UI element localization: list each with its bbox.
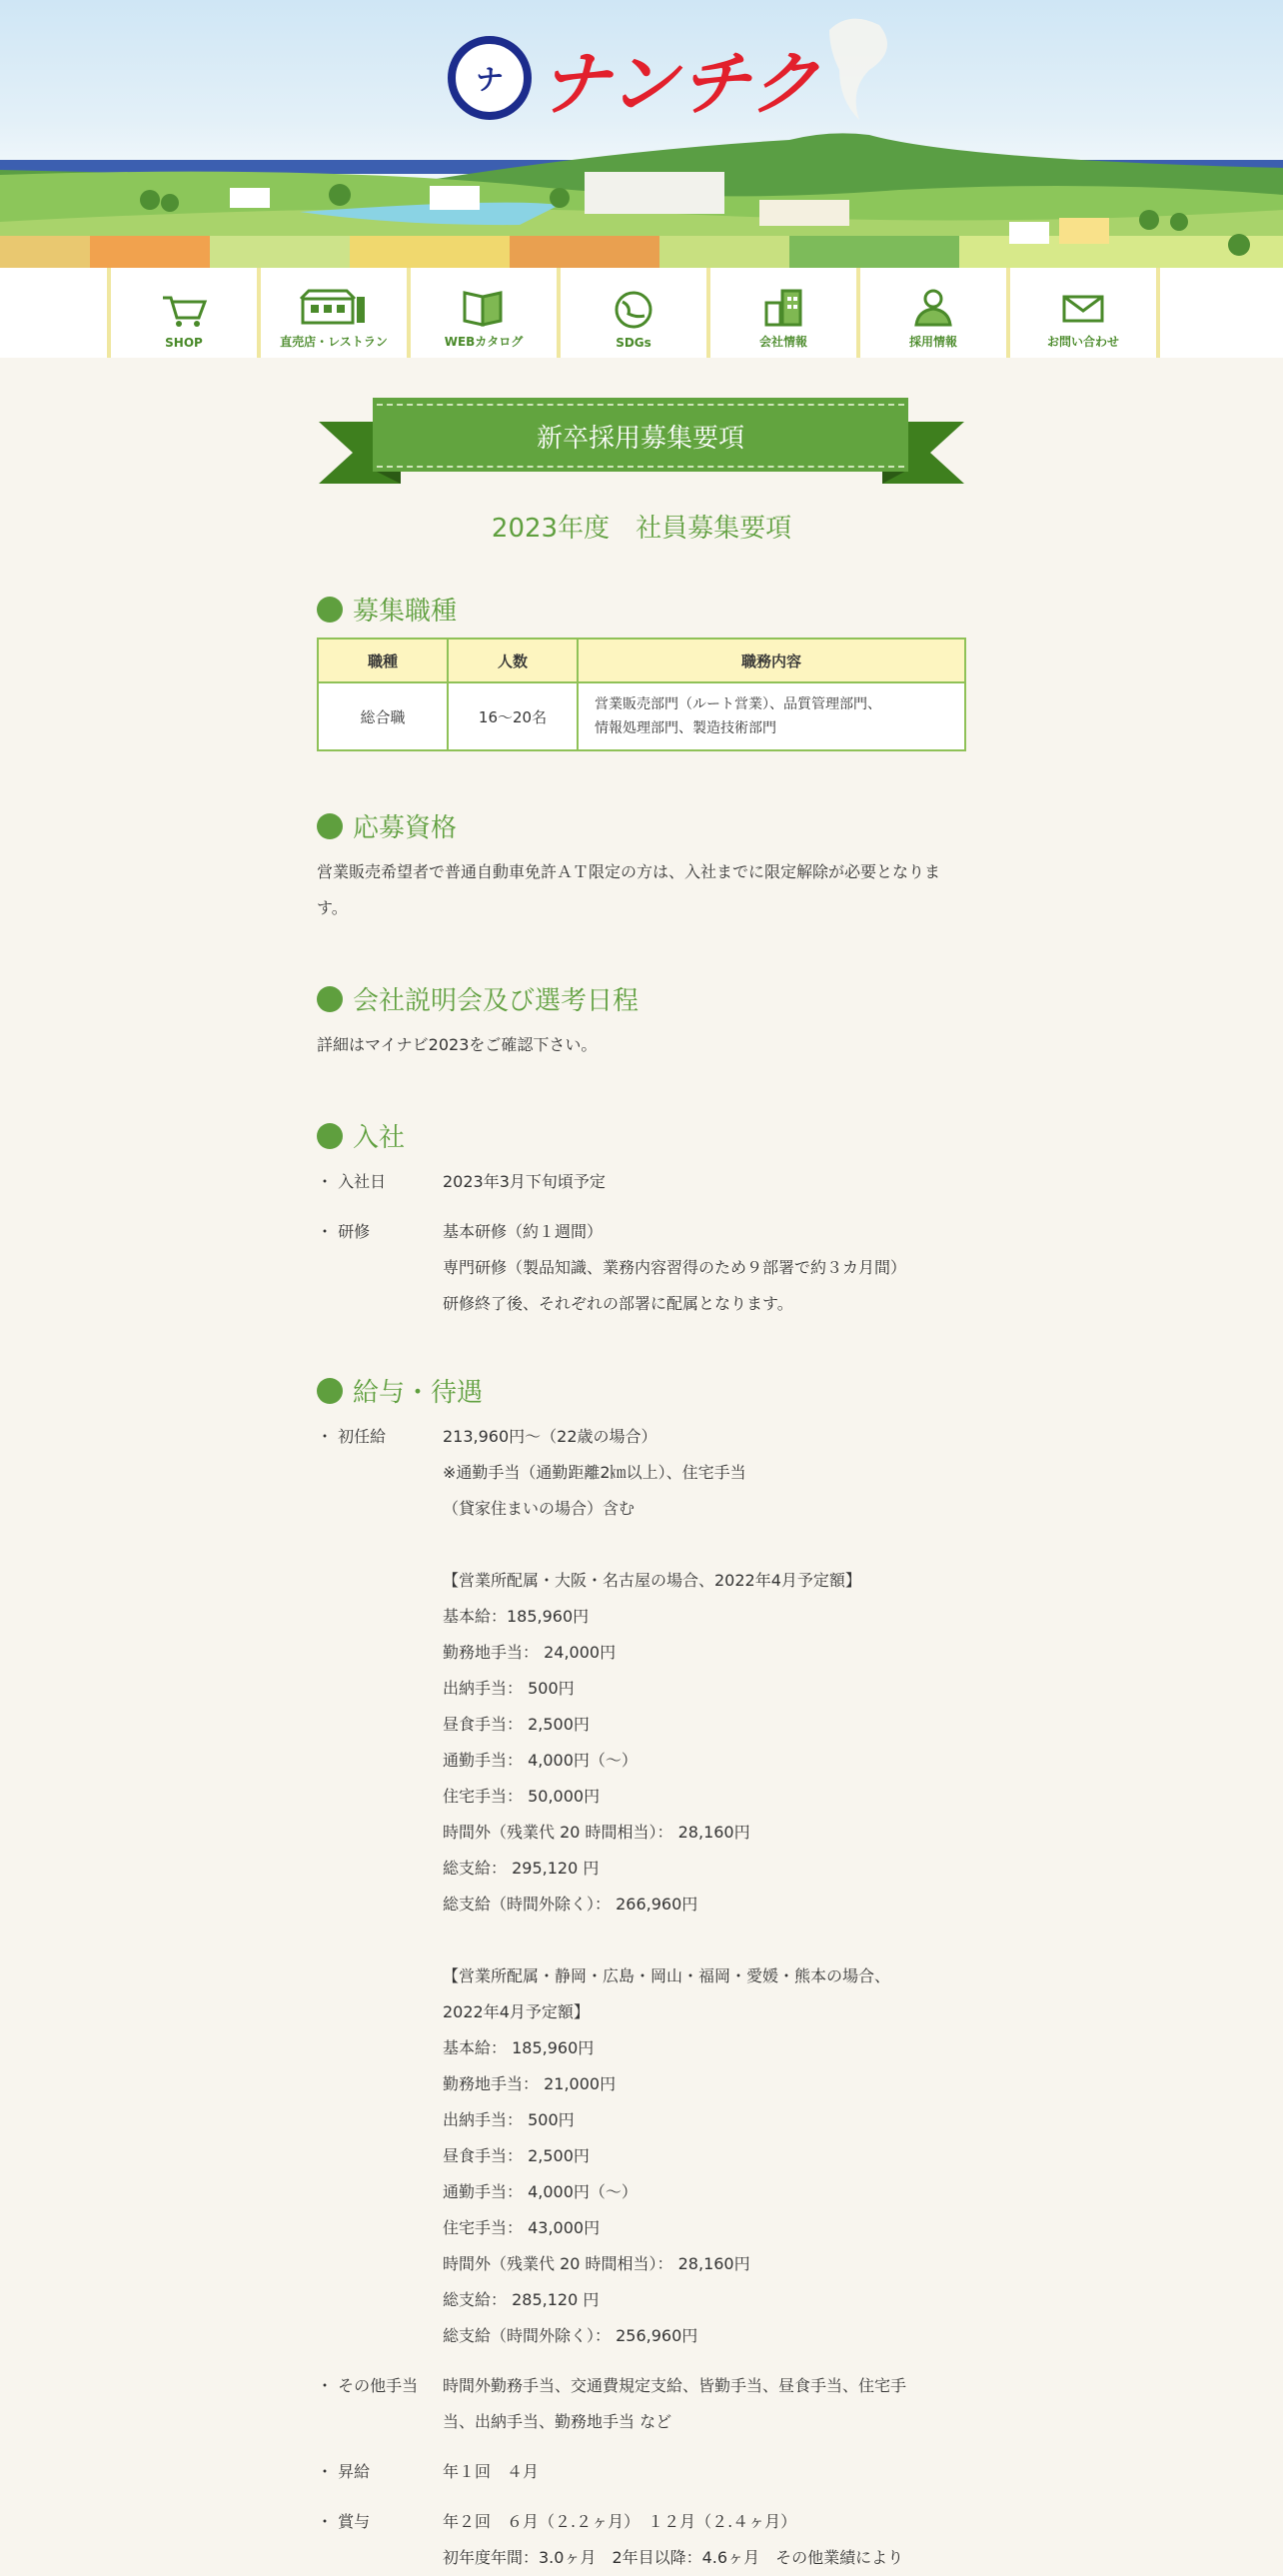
cart-icon: [159, 290, 209, 330]
salary-line: ※通勤手当（通勤距離2㎞以上）、住宅手当: [443, 1463, 746, 1482]
nav-spacer: [7, 268, 107, 358]
main-content: [317, 358, 966, 2576]
page-title: 新卒採用募集要項: [536, 423, 744, 454]
title-ribbon: [317, 398, 966, 488]
column-header: 職務内容: [578, 639, 965, 682]
list-item: [317, 2504, 966, 2576]
salary-line: 通勤手当： 4,000円（～）: [443, 2182, 638, 2201]
salary-line: 昼食手当： 2,500円: [443, 1715, 590, 1734]
column-header: 人数: [448, 639, 578, 682]
nav-label: 採用情報: [908, 335, 957, 349]
salary-line: 出納手当： 500円: [443, 2110, 575, 2129]
salary-line: 2022年4月予定額】: [443, 2002, 590, 2021]
salary-line: 【営業所配属・静岡・広島・岡山・福岡・愛媛・熊本の場合、: [443, 1966, 891, 1985]
salary-line: 時間外（残業代 20 時間相当）： 28,160円: [443, 1823, 750, 1842]
salary-line: 住宅手当： 50,000円: [443, 1787, 601, 1806]
bullet-dot-icon: [317, 1378, 343, 1404]
bullet-dot-icon: [317, 986, 343, 1012]
logo-text: ナンチク: [540, 42, 821, 125]
salary-line: 出納手当： 500円: [443, 1679, 575, 1698]
nav-label: 直売店・レストラン: [280, 335, 388, 349]
bullet-dot-icon: [317, 813, 343, 839]
list-item: [317, 1164, 966, 1200]
item-value: [443, 1419, 966, 2354]
section-heading-schedule: 会社説明会及び選考日程: [317, 980, 966, 1017]
nav-item-sdgs[interactable]: [557, 268, 706, 358]
blank-line: [443, 1923, 966, 1958]
list-item: [317, 2368, 966, 2440]
nav-label: SDGs: [616, 336, 651, 350]
logo-mark: ナ: [448, 36, 532, 120]
nav-label: お問い合わせ: [1046, 335, 1119, 349]
item-key: ・ 研修: [317, 1222, 371, 1241]
salary-line: 勤務地手当： 24,000円: [443, 1643, 617, 1662]
item-value: 2023年3月下旬頃予定: [443, 1172, 606, 1191]
nav-item-contact[interactable]: [1006, 268, 1156, 358]
nav-spacer: [1156, 268, 1264, 358]
column-header: 職種: [318, 639, 448, 682]
table-cell: 総合職: [318, 682, 448, 750]
nav-item-catalog[interactable]: [407, 268, 557, 358]
salary-line: 時間外（残業代 20 時間相当）： 28,160円: [443, 2254, 750, 2273]
section-heading-joining: 入社: [317, 1117, 966, 1154]
nav-label: SHOP: [165, 336, 203, 350]
ribbon-banner: [373, 398, 908, 472]
table-header-row: [318, 639, 965, 682]
item-key: ・ 初任給: [317, 1427, 387, 1446]
section-heading-jobs: 募集職種: [317, 591, 966, 628]
salary-line: （貸家住まいの場合）含む: [443, 1499, 636, 1518]
item-key: ・ 入社日: [317, 1172, 387, 1191]
nav-label: WEBカタログ: [444, 335, 524, 349]
blank-line: [443, 1527, 966, 1563]
salary-line: 総支給（時間外除く）： 266,960円: [443, 1895, 698, 1914]
qualification-text: 営業販売希望者で普通自動車免許ＡＴ限定の方は、入社までに限定解除が必要となります。: [317, 862, 941, 917]
salary-line: 通勤手当： 4,000円（～）: [443, 1751, 638, 1770]
salary-line: 基本給： 185,960円: [443, 2038, 595, 2057]
item-value: 年１回 ４月: [443, 2462, 540, 2481]
salary-line: 総支給： 295,120 円: [443, 1859, 600, 1878]
section-heading-salary: 給与・待遇: [317, 1372, 966, 1409]
person-icon: [908, 287, 958, 327]
salary-line: 213,960円～（22歳の場合）: [443, 1427, 657, 1446]
table-cell: 営業販売部門（ルート営業）、品質管理部門、 情報処理部門、製造技術部門: [578, 682, 965, 750]
bullet-dot-icon: [317, 597, 343, 623]
nav-item-store[interactable]: [257, 268, 407, 358]
header-hero-banner: [0, 0, 1283, 268]
item-key: ・ 昇給: [317, 2462, 371, 2481]
salary-line: 総支給： 285,120 円: [443, 2290, 600, 2309]
global-nav: [0, 268, 1283, 358]
brand-logo[interactable]: [448, 32, 821, 124]
page-subtitle: 2023年度 社員募集要項: [491, 514, 792, 544]
schedule-text: 詳細はマイナビ2023をご確認下さい。: [317, 1035, 598, 1054]
item-key: ・ その他手当: [317, 2376, 419, 2395]
building-icon: [758, 287, 808, 327]
store-icon: [299, 287, 369, 327]
section-heading-qualification: 応募資格: [317, 807, 966, 844]
jobs-table: [317, 638, 966, 751]
list-item: [317, 1214, 966, 1322]
salary-line: 基本給：185,960円: [443, 1607, 590, 1626]
item-key: ・ 賞与: [317, 2512, 371, 2531]
salary-line: 【営業所配属・大阪・名古屋の場合、2022年4月予定額】: [443, 1571, 861, 1590]
table-row: [318, 682, 965, 750]
item-value: 年２回 ６月（２.２ヶ月） １２月（２.４ヶ月） 初年度年間：3.0ヶ月 2年目以降：4.6ヶ月 その他業績により: [443, 2512, 904, 2567]
nav-item-company[interactable]: [706, 268, 856, 358]
salary-line: 総支給（時間外除く）： 256,960円: [443, 2326, 698, 2345]
item-value: 時間外勤務手当、交通費規定支給、皆勤手当、昼食手当、住宅手 当、出納手当、勤務地手当 など: [443, 2376, 907, 2431]
bullet-dot-icon: [317, 1123, 343, 1149]
nav-item-recruit[interactable]: [856, 268, 1006, 358]
salary-line: 勤務地手当： 21,000円: [443, 2074, 617, 2093]
book-icon: [459, 287, 509, 327]
salary-line: 住宅手当： 43,000円: [443, 2218, 601, 2237]
globe-icon: [609, 290, 658, 330]
nav-item-shop[interactable]: [107, 268, 257, 358]
item-value: 基本研修（約１週間） 専門研修（製品知識、業務内容習得のため９部署で約３カ月間） 研修終了後、それぞれの部署に配属となります。: [443, 1222, 907, 1313]
list-item: [317, 2454, 966, 2490]
salary-line: 昼食手当： 2,500円: [443, 2146, 590, 2165]
table-cell: 16〜20名: [448, 682, 578, 750]
list-item: [317, 1419, 966, 2354]
mail-icon: [1058, 287, 1108, 327]
nav-label: 会社情報: [758, 335, 807, 349]
salary-list: [317, 1419, 966, 2576]
joining-list: [317, 1164, 966, 1322]
